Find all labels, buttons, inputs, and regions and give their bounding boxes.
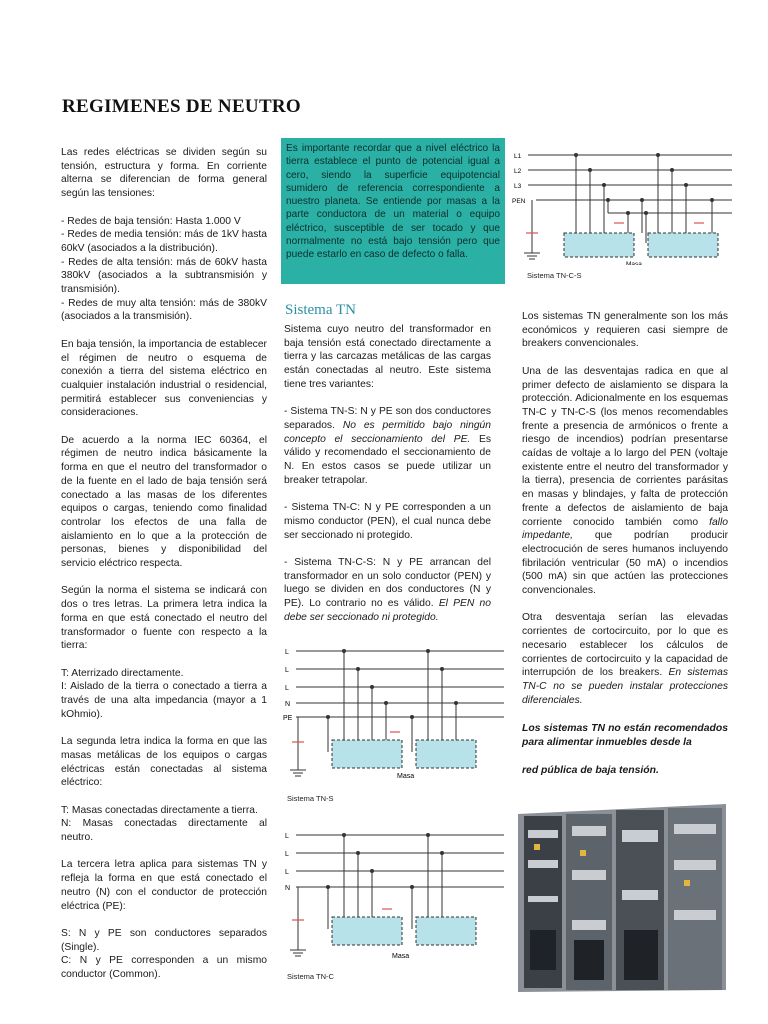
paragraph: - Sistema TN-C: N y PE corresponden a un mismo conductor (PEN), el cual nunca debe ser seccionado ni protegido.	[284, 502, 491, 541]
column-middle	[284, 323, 491, 638]
emphasis: En sistemas TN-C no se pueden instalar protecciones diferenciales.	[522, 667, 728, 706]
figure-caption: Sistema TN-C	[287, 972, 334, 981]
paragraph: Las redes eléctricas se dividen según su tensión, estructura y forma. En corriente alterna se diferencian de forma general según las tensiones:	[61, 147, 267, 200]
label-n: N	[285, 701, 291, 708]
warning-text: red pública de baja tensión.	[522, 765, 659, 776]
list-item: T: Masas conectadas directamente a tierra.	[61, 804, 258, 816]
column-left	[61, 146, 267, 982]
label-l3: L3	[514, 183, 522, 190]
label-l: L	[285, 667, 289, 674]
paragraph: De acuerdo a la norma IEC 60364, el régimen de neutro indica básicamente la forma en que el neutro del transformador o de la fuente en el lado de baja tensión será conectado a las masas de los diferentes equipos o cargas, teniendo como finalidad controlar los efectos de una falla de aislamiento en lo que a la protección de personas, bienes y disponibilidad del servicio eléctrico respecta.	[61, 434, 267, 570]
list-item: C: N y PE corresponden a un mismo conductor (Common).	[61, 955, 267, 981]
emphasis: No es permitido bajo ningún concepto el seccionamiento del PE.	[284, 419, 491, 445]
paragraph: En baja tensión, la importancia de establecer el régimen de neutro o esquema de conexión a tierra del sistema eléctrico en cualquier instalación industrial o residencial, permitirá establecer sus conveniencias y consideraciones.	[61, 338, 267, 419]
figure-caption: Sistema TN-C-S	[527, 271, 582, 280]
label-l: L	[285, 649, 289, 656]
label-pen: PEN	[512, 198, 526, 205]
paragraph	[284, 405, 491, 487]
page-title: REGIMENES DE NEUTRO	[62, 96, 302, 117]
text: Es válido y recomendado el seccionamiento de N. En estos casos se puede utilizar un breaker tetrapolar.	[284, 433, 491, 486]
emphasis: El PEN no debe ser seccionado ni protegido.	[284, 598, 491, 623]
tnc-diagram	[282, 825, 510, 970]
list-item: S: N y PE son conductores separados (Single).	[61, 927, 267, 953]
tns-diagram	[282, 640, 510, 785]
label-l: L	[285, 869, 289, 876]
list-item: I: Aislado de la tierra o conectado a tierra a través de una alta impedancia (mayor a 1 kOhmio).	[61, 681, 267, 720]
label-n: N	[285, 885, 291, 892]
section-heading: Sistema TN	[285, 302, 356, 318]
paragraph: Según la norma el sistema se indicará con dos o tres letras. La primera letra indica la forma en que está conectado el neutro del transformador o fuente con respecto a la tierra:	[61, 585, 267, 652]
text: - Sistema TN-S: N y PE son dos conductores separados.	[284, 406, 491, 431]
label-l2: L2	[514, 168, 522, 175]
label-l1: L1	[514, 153, 522, 160]
paragraph	[284, 556, 491, 625]
label-l: L	[285, 851, 289, 858]
list-item: - Redes de alta tensión: más de 60kV hasta 380kV (asociados a la subtransmisión y transmisión).	[61, 256, 267, 296]
text: - Sistema TN-C-S: N y PE arrancan del transformador en un solo conductor (PEN) y luego se dividen en dos conductores (N y PE). Lo contrario no es válido.	[284, 556, 491, 610]
list-item: - Redes de media tensión: más de 1kV hasta 60kV (asociados a la distribución).	[61, 229, 267, 254]
label-l: L	[285, 685, 289, 692]
label-masa: Masa	[626, 261, 642, 265]
list-item: - Redes de baja tensión: Hasta 1.000 V	[61, 215, 241, 227]
paragraph	[522, 365, 728, 598]
list-item: - Redes de muy alta tensión: más de 380kV (asociados a la transmisión).	[61, 297, 267, 323]
warning-text: Los sistemas TN no están recomendados para alimentar inmuebles desde la	[522, 723, 728, 748]
list-item: T: Aterrizado directamente.	[61, 667, 184, 679]
paragraph	[522, 611, 728, 707]
label-l: L	[285, 833, 289, 840]
switchgear-photo	[514, 800, 730, 996]
column-right	[522, 310, 728, 721]
tncs-diagram	[512, 145, 736, 265]
label-masa: Masa	[392, 953, 410, 960]
paragraph: Los sistemas TN generalmente son los más económicos y requieren casi siempre de breakers convencionales.	[522, 311, 728, 350]
emphasis: fallo impedante,	[522, 516, 728, 542]
paragraph: Sistema cuyo neutro del transformador en baja tensión está conectado directamente a tierra y las carcazas metálicas de las cargas están conectadas al neutro. Este sistema tiene tres variantes:	[284, 324, 491, 390]
text: que podrían producir electrocución de seres humanos incluyendo fibrilación ventricular (50 mA) o incendios (500 mA) sin que actúen las protecciones convencionales.	[522, 530, 728, 597]
paragraph: La segunda letra indica la forma en que las masas metálicas de los equipos o cargas eléctricas están conectadas al sistema eléctrico:	[61, 736, 267, 789]
list-item: N: Masas conectadas directamente al neutro.	[61, 818, 267, 844]
figure-caption: Sistema TN-S	[287, 794, 334, 803]
label-pe: PE	[283, 715, 293, 722]
highlight-box: Es importante recordar que a nivel eléctrico la tierra establece el punto de potencial igual a cero, siendo la superficie equipotencial sumidero de referencia correspondiente a nuestro planeta. Se entiende por masas a la parte conductora de un material o equipo eléctrico, susceptible de ser tocado y que normalmente no está bajo tensión pero que puede estarlo en caso de defecto o falla.	[281, 138, 505, 284]
text: Una de las desventajas radica en que al primer defecto de aislamiento se dispara la protección. Adicionalmente en los esquemas TN-C y TN-C-S (los menos recomendables frente a presencia de armónicos o frente a riesgo de incendios) podrían presentarse caídas de voltaje a lo largo del PEN (voltaje existente entre el neutro del transformador y la tierra), presencia de corrientes parásitas en masas y blindajes, y falta de protección frente a defectos de aislamiento de baja corriente conocido también como	[522, 365, 728, 528]
label-masa: Masa	[397, 773, 415, 780]
text: Otra desventaja serían las elevadas corrientes de cortocircuito, por lo que es necesario establecer los cálculos de corrientes de cortocircuito y la capacidad de interrupción de los breakers.	[522, 612, 728, 679]
paragraph: La tercera letra aplica para sistemas TN y refleja la forma en que está conectado el neutro (N) con el conductor de protección eléctrica (PE):	[61, 859, 267, 912]
